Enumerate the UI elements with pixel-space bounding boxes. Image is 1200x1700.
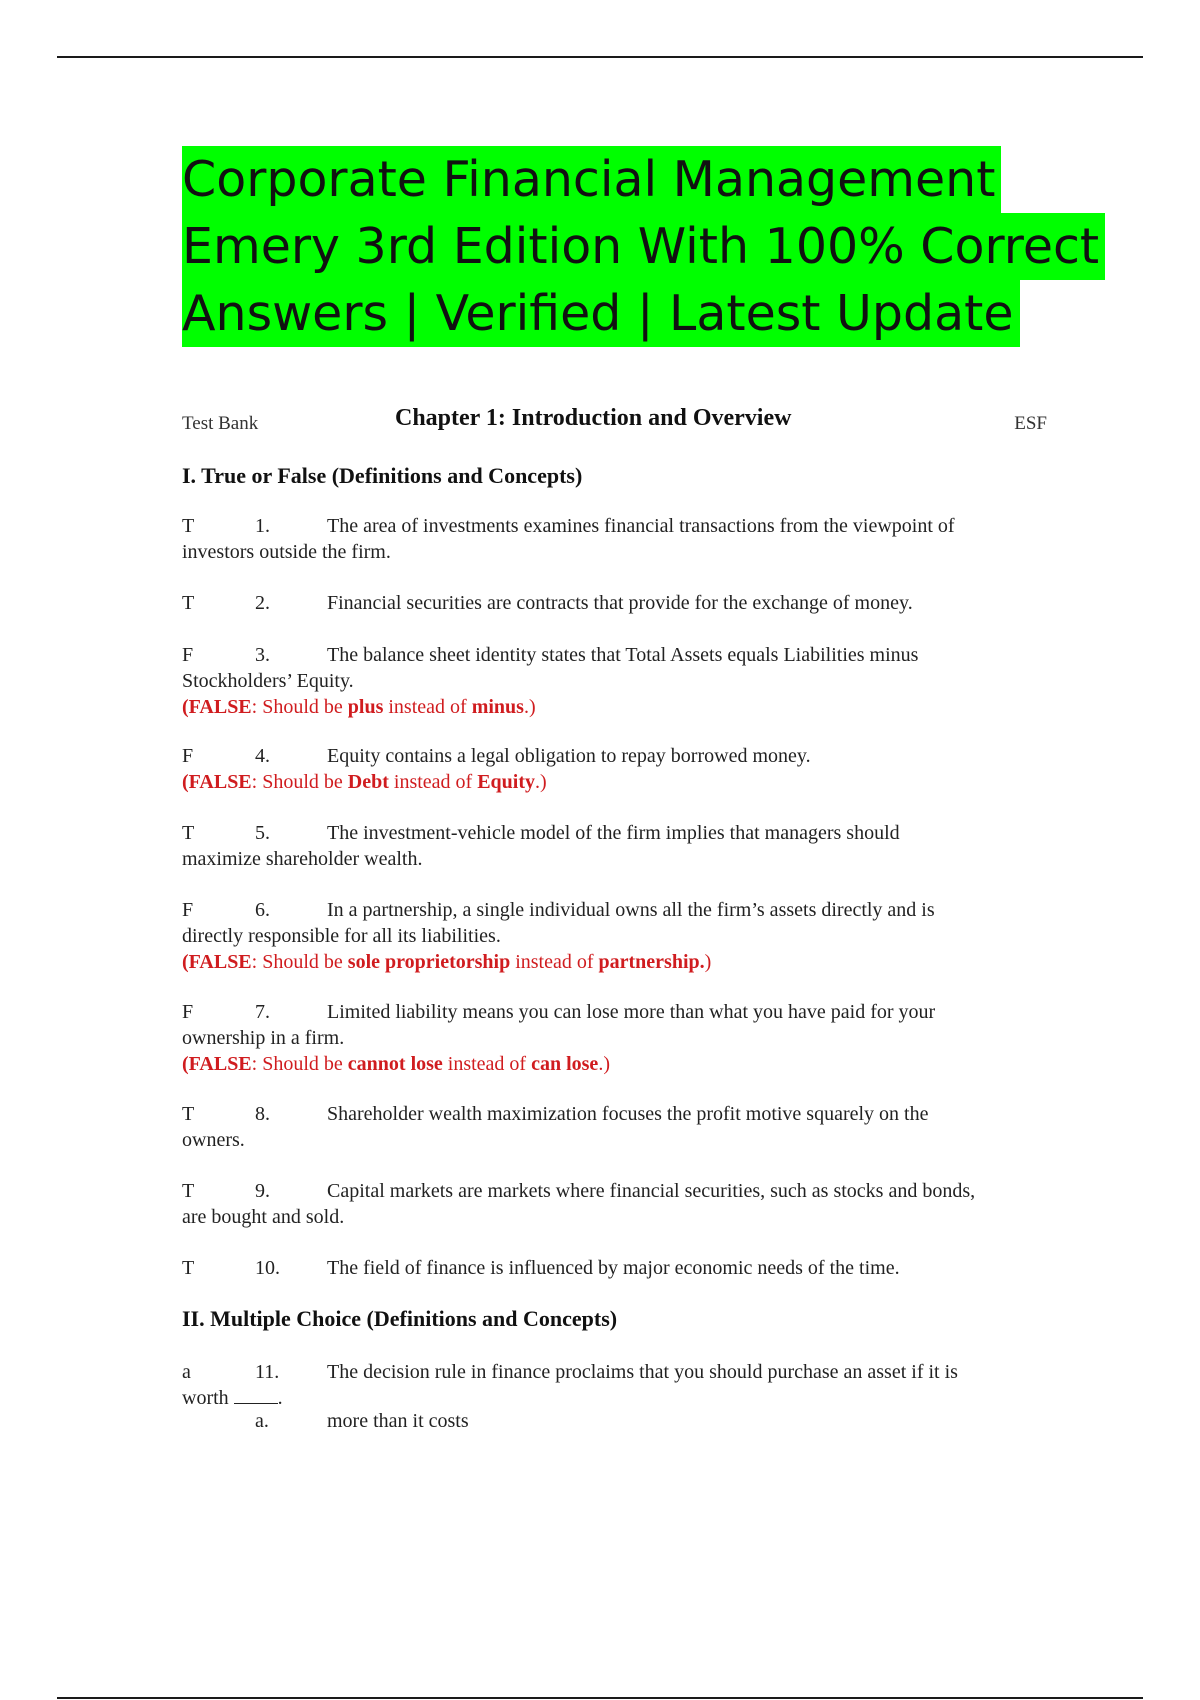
- correction-note: [182, 1051, 1052, 1077]
- correct-term: sole proprietorship: [347, 951, 511, 973]
- section2-heading: II. Multiple Choice (Definitions and Concepts): [182, 1306, 618, 1331]
- false-label: FALSE: [188, 696, 252, 718]
- section1-heading: I. True or False (Definitions and Concepts): [182, 463, 583, 488]
- question-text-cont: directly responsible for all its liabilities.: [182, 925, 501, 947]
- question-number: 7.: [255, 1001, 270, 1023]
- correction-close: .): [598, 1053, 610, 1075]
- correction-note: [182, 694, 1052, 720]
- correct-term: plus: [347, 696, 384, 718]
- question-text: Capital markets are markets where financial securities, such as stocks and bonds,: [327, 1180, 976, 1202]
- top-rule: [57, 56, 1143, 58]
- question-number: 11.: [255, 1361, 280, 1383]
- question-number: 3.: [255, 644, 270, 666]
- question-6: [182, 897, 1052, 975]
- question-number: 10.: [255, 1257, 280, 1279]
- question-text: Shareholder wealth maximization focuses the profit motive squarely on the: [327, 1103, 929, 1125]
- correction-open: (: [182, 951, 189, 973]
- answer-key: F: [182, 899, 194, 921]
- answer-blank: [234, 1402, 278, 1404]
- answer-key: F: [182, 644, 194, 666]
- correction-open: (: [182, 696, 189, 718]
- question-2: [182, 590, 1052, 616]
- question-text-after-blank: .: [277, 1387, 283, 1409]
- question-text-before-blank: worth: [182, 1387, 234, 1409]
- question-text-cont: Stockholders’ Equity.: [182, 670, 354, 692]
- question-text: In a partnership, a single individual owns all the firm’s assets directly and is: [327, 899, 935, 921]
- correction-prefix: : Should be: [251, 951, 348, 973]
- question-text: The field of finance is influenced by major economic needs of the time.: [327, 1257, 900, 1279]
- correct-term: Debt: [347, 771, 389, 793]
- question-text-cont: investors outside the firm.: [182, 541, 391, 563]
- correction-middle: instead of: [388, 771, 478, 793]
- correction-open: (: [182, 771, 189, 793]
- question-text: Equity contains a legal obligation to repay borrowed money.: [327, 745, 811, 767]
- answer-key: a: [182, 1361, 191, 1383]
- question-number: 6.: [255, 899, 270, 921]
- question-number: 5.: [255, 822, 270, 844]
- correction-middle: instead of: [442, 1053, 532, 1075]
- question-text: The balance sheet identity states that Total Assets equals Liabilities minus: [327, 644, 919, 666]
- chapter-title: Chapter 1: Introduction and Overview: [395, 405, 792, 431]
- question-8: [182, 1101, 1052, 1153]
- question-text-cont: owners.: [182, 1129, 245, 1151]
- answer-key: F: [182, 1001, 194, 1023]
- wrong-term: partnership.: [598, 951, 705, 973]
- correction-close: .): [523, 696, 536, 718]
- correction-note: [182, 769, 1052, 795]
- question-11: [182, 1359, 1052, 1411]
- title-line-1: Corporate Financial Management: [182, 146, 1001, 213]
- question-number: 9.: [255, 1180, 270, 1202]
- correction-close: .): [535, 771, 547, 793]
- question-number: 4.: [255, 745, 270, 767]
- question-10: [182, 1255, 1052, 1281]
- document-title: [182, 146, 1100, 347]
- correction-prefix: : Should be: [251, 1053, 348, 1075]
- answer-key: T: [182, 1180, 195, 1202]
- answer-key: T: [182, 1103, 195, 1125]
- chapter-header: [182, 405, 1047, 439]
- question-5: [182, 820, 1052, 872]
- question-text: The area of investments examines financial transactions from the viewpoint of: [327, 515, 955, 537]
- answer-key: T: [182, 515, 195, 537]
- title-line-2: Emery 3rd Edition With 100% Correct: [182, 213, 1105, 280]
- correction-prefix: : Should be: [251, 771, 348, 793]
- answer-key: F: [182, 745, 194, 767]
- question-number: 1.: [255, 515, 270, 537]
- answer-key: T: [182, 1257, 195, 1279]
- question-1: [182, 513, 1052, 565]
- answer-key: T: [182, 822, 195, 844]
- option-text: more than it costs: [327, 1410, 469, 1432]
- correction-middle: instead of: [383, 696, 472, 718]
- question-number: 8.: [255, 1103, 270, 1125]
- false-label: FALSE: [188, 951, 252, 973]
- question-3: [182, 642, 1052, 720]
- question-text-cont: are bought and sold.: [182, 1206, 345, 1228]
- title-line-3: Answers | Verified | Latest Update: [182, 280, 1020, 347]
- wrong-term: minus: [471, 696, 524, 718]
- question-9: [182, 1178, 1052, 1230]
- correct-term: cannot lose: [347, 1053, 443, 1075]
- false-label: FALSE: [188, 771, 252, 793]
- correction-open: (: [182, 1053, 189, 1075]
- question-number: 2.: [255, 592, 270, 614]
- option-letter: a.: [255, 1410, 269, 1432]
- question-text: Financial securities are contracts that provide for the exchange of money.: [327, 592, 913, 614]
- question-text-cont: ownership in a firm.: [182, 1027, 345, 1049]
- answer-key: T: [182, 592, 195, 614]
- false-label: FALSE: [188, 1053, 252, 1075]
- question-text: The investment-vehicle model of the firm implies that managers should: [327, 822, 900, 844]
- header-right: ESF: [1014, 413, 1047, 434]
- correction-note: [182, 949, 1052, 975]
- correction-prefix: : Should be: [251, 696, 348, 718]
- wrong-term: can lose: [531, 1053, 599, 1075]
- header-left: Test Bank: [182, 413, 259, 434]
- question-text: The decision rule in finance proclaims that you should purchase an asset if it is: [327, 1361, 958, 1383]
- question-text-cont: maximize shareholder wealth.: [182, 848, 423, 870]
- question-text-cont: [182, 1385, 1052, 1411]
- question-7: [182, 999, 1052, 1077]
- question-4: [182, 743, 1052, 795]
- correction-close: ): [704, 951, 712, 973]
- wrong-term: Equity: [477, 771, 536, 793]
- question-text: Limited liability means you can lose more than what you have paid for your: [327, 1001, 936, 1023]
- bottom-rule: [57, 1697, 1143, 1699]
- correction-middle: instead of: [510, 951, 599, 973]
